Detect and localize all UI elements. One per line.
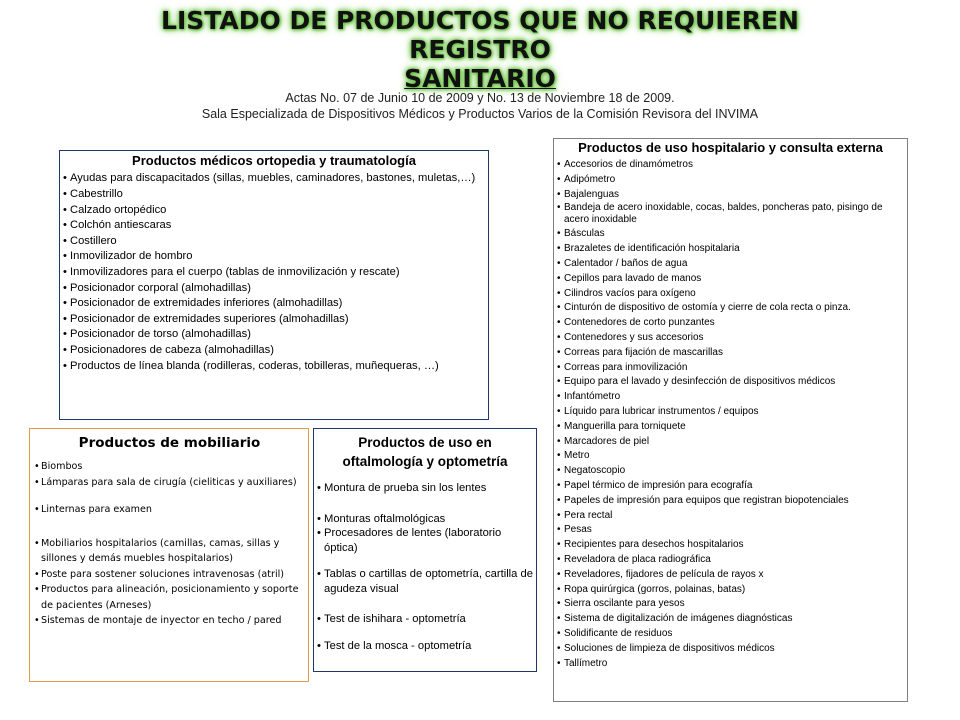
ortopedia-box bbox=[59, 150, 489, 420]
list-item: • Linternas para examen bbox=[34, 502, 305, 518]
list-item: • Posicionador de extremidades inferiores (almohadillas) bbox=[63, 296, 485, 312]
hospitalario-list bbox=[557, 158, 904, 671]
title-line-2: SANITARIO bbox=[404, 64, 556, 93]
list-item: • Papeles de impresión para equipos que registran biopotenciales bbox=[557, 494, 904, 509]
hospitalario-box bbox=[553, 138, 908, 702]
list-item: • Negatoscopio bbox=[557, 464, 904, 479]
list-item: • Cabestrillo bbox=[63, 187, 485, 203]
subtitle-commission: Sala Especializada de Dispositivos Médicos y Productos Varios de la Comisión Revisora del INVIMA bbox=[201, 107, 759, 121]
list-item: • Test de ishihara - optometría bbox=[317, 612, 533, 627]
list-item: • Líquido para lubricar instrumentos / equipos bbox=[557, 405, 904, 420]
list-item: • Brazaletes de identificación hospitalaria bbox=[557, 242, 904, 257]
list-item: • Metro bbox=[557, 449, 904, 464]
list-item: • Calentador / baños de agua bbox=[557, 257, 904, 272]
list-item: • Cilindros vacíos para oxígeno bbox=[557, 287, 904, 302]
list-item: • Reveladora de placa radiográfica bbox=[557, 553, 904, 568]
list-item: • Inmovilizador de hombro bbox=[63, 249, 485, 265]
list-item: • Cepillos para lavado de manos bbox=[557, 272, 904, 287]
list-item: • Calzado ortopédico bbox=[63, 203, 485, 219]
list-item: • Bandeja de acero inoxidable, cocas, baldes, poncheras pato, pisingo de acero inoxidable bbox=[557, 202, 904, 226]
ortopedia-list bbox=[63, 171, 485, 373]
list-item: • Marcadores de piel bbox=[557, 435, 904, 450]
list-item: • Contenedores y sus accesorios bbox=[557, 331, 904, 346]
hospitalario-heading: Productos de uso hospitalario y consulta externa bbox=[578, 140, 883, 155]
title-line-1: LISTADO DE PRODUCTOS QUE NO REQUIEREN REGISTRO bbox=[161, 6, 799, 64]
list-item: • Infantómetro bbox=[557, 390, 904, 405]
list-item: • Equipo para el lavado y desinfección de dispositivos médicos bbox=[557, 375, 904, 390]
list-item: • Recipientes para desechos hospitalarios bbox=[557, 538, 904, 553]
list-item: • Productos para alineación, posicionamiento y soporte de pacientes (Arneses) bbox=[34, 582, 305, 613]
list-item: • Adipómetro bbox=[557, 173, 904, 188]
list-item: • Mobiliarios hospitalarios (camillas, camas, sillas y sillones y demás muebles hospitalarios) bbox=[34, 536, 305, 567]
list-item: • Cinturón de dispositivo de ostomía y cierre de cola recta o pinza. bbox=[557, 301, 904, 316]
list-item: • Productos de línea blanda (rodilleras, coderas, tobilleras, muñequeras, …) bbox=[63, 359, 485, 373]
subtitle bbox=[60, 90, 900, 122]
list-item: • Solidificante de residuos bbox=[557, 627, 904, 642]
list-item: • Tallímetro bbox=[557, 657, 904, 672]
list-item: • Soluciones de limpieza de dispositivos médicos bbox=[557, 642, 904, 657]
subtitle-acts: Actas No. 07 de Junio 10 de 2009 y No. 13 de Noviembre 18 de 2009. bbox=[285, 91, 675, 105]
oftalmologia-box bbox=[313, 428, 537, 672]
list-item: • Colchón antiescaras bbox=[63, 218, 485, 234]
list-item: • Biombos bbox=[34, 459, 305, 475]
page-title bbox=[90, 6, 870, 93]
list-item: • Tablas o cartillas de optometría, cartilla de agudeza visual bbox=[317, 567, 533, 596]
list-item: • Inmovilizadores para el cuerpo (tablas de inmovilización y rescate) bbox=[63, 265, 485, 281]
list-item: • Poste para sostener soluciones intravenosas (atril) bbox=[34, 567, 305, 583]
list-item: • Bajalenguas bbox=[557, 188, 904, 203]
oftalmologia-heading: Productos de uso en oftalmología y optometría bbox=[342, 435, 508, 469]
list-item: • Ropa quirúrgica (gorros, polainas, batas) bbox=[557, 583, 904, 598]
list-item: • Sistemas de montaje de inyector en techo / pared bbox=[34, 613, 305, 629]
list-item: • Procesadores de lentes (laboratorio óptica) bbox=[317, 526, 533, 555]
list-item: • Sierra oscilante para yesos bbox=[557, 597, 904, 612]
list-item: • Lámparas para sala de cirugía (cieliticas y auxiliares) bbox=[34, 475, 305, 491]
mobiliario-list bbox=[34, 459, 305, 629]
list-item: • Contenedores de corto punzantes bbox=[557, 316, 904, 331]
list-item: • Posicionador de torso (almohadillas) bbox=[63, 327, 485, 343]
oftalmologia-list bbox=[317, 481, 533, 653]
list-item: • Posicionadores de cabeza (almohadillas) bbox=[63, 343, 485, 359]
mobiliario-heading: Productos de mobiliario bbox=[78, 435, 261, 451]
list-item: • Costillero bbox=[63, 234, 485, 250]
list-item: • Monturas oftalmológicas bbox=[317, 512, 533, 527]
list-item: • Montura de prueba sin los lentes bbox=[317, 481, 533, 496]
list-item: • Correas para inmovilización bbox=[557, 361, 904, 376]
mobiliario-box bbox=[29, 428, 309, 682]
list-item: • Test de la mosca - optometría bbox=[317, 639, 533, 654]
list-item: • Papel térmico de impresión para ecografía bbox=[557, 479, 904, 494]
list-item: • Correas para fijación de mascarillas bbox=[557, 346, 904, 361]
list-item: • Básculas bbox=[557, 227, 904, 242]
ortopedia-heading: Productos médicos ortopedia y traumatología bbox=[132, 153, 416, 168]
list-item: • Sistema de digitalización de imágenes diagnósticas bbox=[557, 612, 904, 627]
list-item: • Manguerilla para torniquete bbox=[557, 420, 904, 435]
list-item: • Reveladores, fijadores de película de rayos x bbox=[557, 568, 904, 583]
list-item: • Accesorios de dinamómetros bbox=[557, 158, 904, 173]
list-item: • Pesas bbox=[557, 523, 904, 538]
list-item: • Pera rectal bbox=[557, 509, 904, 524]
list-item: • Posicionador de extremidades superiores (almohadillas) bbox=[63, 312, 485, 328]
list-item: • Posicionador corporal (almohadillas) bbox=[63, 281, 485, 297]
list-item: • Ayudas para discapacitados (sillas, muebles, caminadores, bastones, muletas,…) bbox=[63, 171, 485, 185]
